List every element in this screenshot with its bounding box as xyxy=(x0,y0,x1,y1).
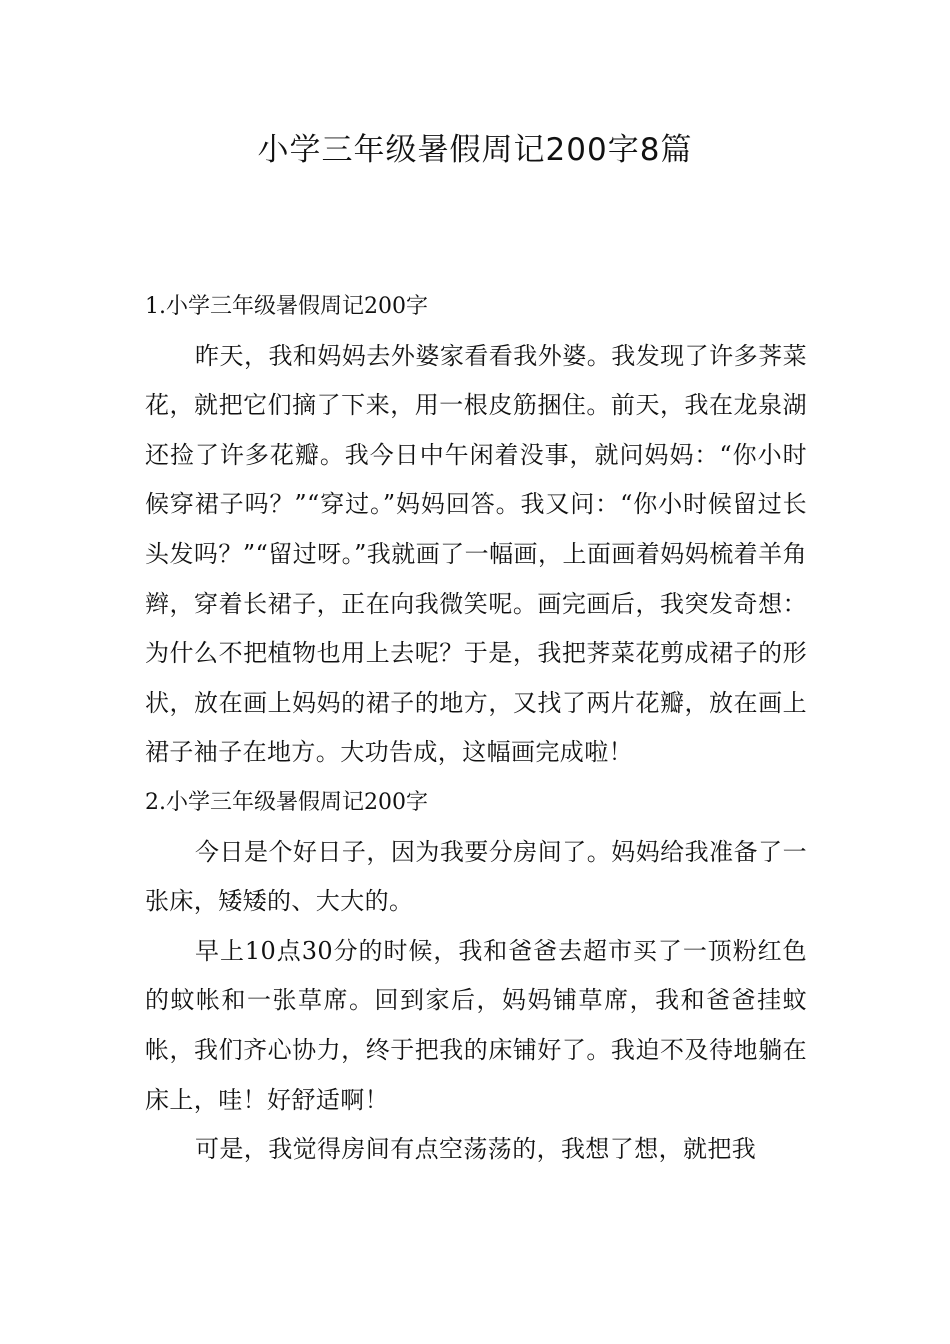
section-heading: 2.小学三年级暑假周记200字 xyxy=(145,789,428,815)
paragraph: 昨天，我和妈妈去外婆家看看我外婆。我发现了许多荠菜花，就把它们摘了下来，用一根皮筋捆住。前天，我在龙泉湖还捡了许多花瓣。我今日中午闲着没事，就问妈妈：“你小时候穿裙子吗？”“穿过。”妈妈回答。我又问：“你小时候留过长头发吗？”“留过呀。”我就画了一幅画，上面画着妈妈梳着羊角辫，穿着长裙子，正在向我微笑呢。画完画后，我突发奇想：为什么不把植物也用上去呢？于是，我把荠菜花剪成裙子的形状，放在画上妈妈的裙子的地方，又找了两片花瓣，放在画上裙子袖子在地方。大功告成，这幅画完成啦！ xyxy=(145,341,807,767)
section-heading: 1.小学三年级暑假周记200字 xyxy=(145,294,428,319)
section-2 xyxy=(145,778,807,1175)
paragraph: 可是，我觉得房间有点空荡荡的，我想了想，就把我 xyxy=(195,1135,757,1164)
paragraph: 早上10点30分的时候，我和爸爸去超市买了一顶粉红色的蚊帐和一张草席。回到家后，妈妈铺草席，我和爸爸挂蚊帐，我们齐心协力，终于把我的床铺好了。我迫不及待地躺在床上，哇！好舒适啊！ xyxy=(145,936,807,1114)
document-title: 小学三年级暑假周记200字8篇 xyxy=(257,132,693,168)
document-body xyxy=(145,282,807,1175)
section-1 xyxy=(145,282,807,778)
paragraph: 今日是个好日子，因为我要分房间了。妈妈给我准备了一张床，矮矮的、大大的。 xyxy=(145,837,807,916)
